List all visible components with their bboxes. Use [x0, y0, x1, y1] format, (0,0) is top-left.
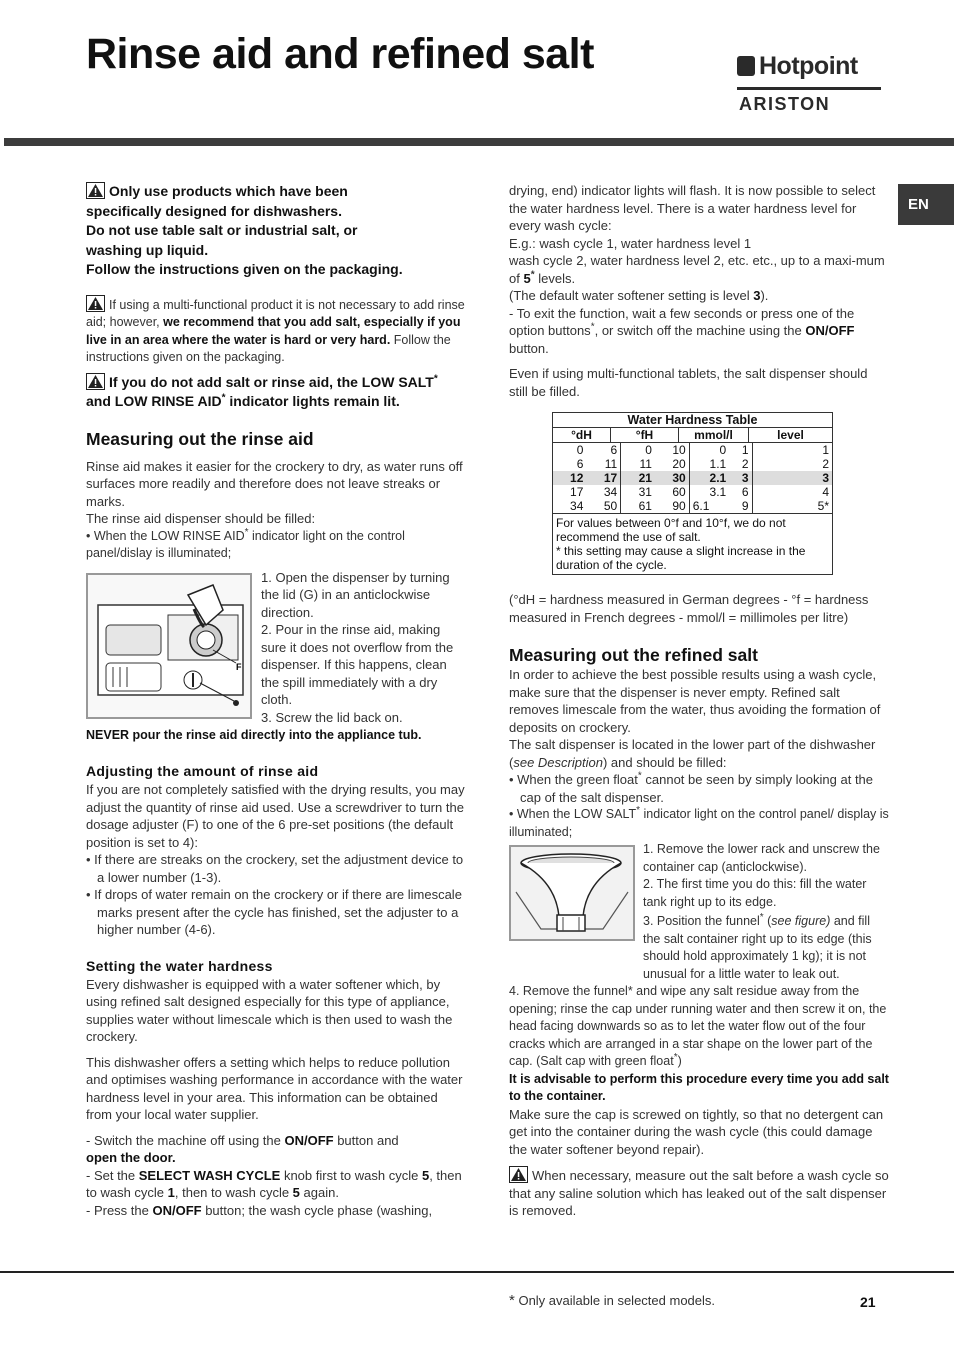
rinse-intro: Rinse aid makes it easier for the crockery to dry, as water runs off surfaces more readily and therefore does not leave streaks or marks.	[86, 458, 463, 509]
figure-label-f: F	[236, 661, 242, 672]
rinse-never: NEVER pour the rinse aid directly into the appliance tub.	[86, 727, 422, 742]
hardness-p2: This dishwasher offers a setting which helps to reduce pollution and optimises washing performance in accordance with the water hardness level in your area. This information can be obtained from your local water supplier.	[86, 1054, 463, 1122]
salt-warning: When necessary, measure out the salt before a wash cycle so that any saline solution which has leaked out of the salt dispenser is removed.	[509, 1168, 889, 1218]
salt-location: The salt dispenser is located in the lower part of the dishwasher (see Description) and should be filled:	[509, 737, 876, 770]
warning-low-salt: If you do not add salt or rinse aid, the LOW SALT* and LOW RINSE AID* indicator lights remain lit.	[86, 372, 438, 409]
salt-intro: In order to achieve the best possible results using a wash cycle, make sure that the dispenser is never empty. Refined salt removes limescale from the water, thus avoiding the formation of deposits on crockery.	[509, 667, 881, 735]
rinse-dispenser-figure	[86, 573, 252, 719]
heading-rinse-aid: Measuring out the rinse aid	[86, 428, 314, 449]
table-row: 0 6 0 10 0 1 1	[576, 443, 829, 457]
hardness-step-1: - Switch the machine off using the ON/OFF button and open the door.	[86, 1132, 399, 1165]
salt-step-1: 1. Remove the lower rack and unscrew the container cap (anticlockwise).	[643, 842, 880, 874]
warning-multifunctional: If using a multi-functional product it is not necessary to add rinse aid; however, we recommend that you add salt, especially if you live in an area where the water is hard or very hard. Follow the instructions given on the packaging.	[86, 295, 466, 367]
table-title: Water Hardness Table	[553, 413, 833, 428]
heading-refined-salt: Measuring out the refined salt	[509, 645, 758, 665]
rinse-step-2: 2. Pour in the rinse aid, making sure it does not overflow from the dispenser. If this happens, clean the spill immediately with a dry cloth.	[261, 622, 454, 707]
logo-square-icon	[737, 56, 755, 76]
water-hardness-table-wrap	[552, 412, 889, 575]
table-header-level: level	[749, 428, 833, 443]
warning-icon	[509, 1166, 528, 1183]
hotpoint-ariston-logo	[737, 52, 883, 118]
footer-rule	[0, 1271, 954, 1273]
heading-adjust-rinse: Adjusting the amount of rinse aid	[86, 763, 319, 779]
adjust-bullet-2: • If drops of water remain on the crockery or if there are limescale marks present after the cycle has finished, set the adjuster to a higher number (4-6).	[86, 887, 462, 937]
warning-icon	[86, 295, 105, 312]
rinse-bullet: • When the LOW RINSE AID* indicator light on the control panel/dislay is illuminated;	[86, 526, 405, 560]
hardness-cont-2: E.g.: wash cycle 1, water hardness level 1	[509, 235, 752, 251]
left-column	[86, 182, 466, 1219]
heading-water-hardness: Setting the water hardness	[86, 957, 273, 974]
rinse-fill: The rinse aid dispenser should be filled:	[86, 511, 316, 526]
footer-note: * Only available in selected models.	[509, 1292, 716, 1309]
warning-icon	[86, 373, 105, 390]
table-header-fh: °fH	[611, 428, 679, 443]
table-body	[553, 443, 833, 514]
logo-sub: ARISTON	[739, 94, 831, 114]
hardness-cont-1: drying, end) indicator lights will flash. It is now possible to select the water hardness level. There is a water hardness level for every wash cycle:	[509, 183, 876, 233]
page-number: 21	[860, 1294, 876, 1310]
adjust-text: If you are not completely satisfied with the drying results, you may adjust the quantity of rinse aid used. Use a screwdriver to turn the dosage adjuster (F) to one of the 6 pre-set positions (the default position is set to 4):	[86, 782, 465, 850]
salt-bullet-1: • When the green float* cannot be seen by simply looking at the cap of the salt dispenser.	[509, 770, 874, 805]
table-row: 34 50 61 90 6.1 9 5*	[570, 499, 829, 513]
hardness-step-3: - Press the ON/OFF button; the wash cycle phase (washing,	[86, 1202, 433, 1218]
logo-divider	[737, 87, 881, 90]
rinse-figure-block	[86, 569, 466, 727]
hardness-p1: Every dishwasher is equipped with a water softener which, by using refined salt designed especially for this type of appliance, supplies water without limescale which is then used to wash the crockery.	[86, 976, 453, 1044]
water-hardness-table	[552, 412, 833, 575]
salt-bullet-2: • When the LOW SALT* indicator light on the control panel/ display is illuminated;	[509, 804, 889, 839]
rinse-step-3: 3. Screw the lid back on.	[261, 709, 403, 725]
page-title: Rinse aid and refined salt	[86, 30, 594, 78]
right-column	[509, 182, 889, 1220]
adjust-bullet-1: • If there are streaks on the crockery, set the adjustment device to a lower number (1-3).	[86, 852, 464, 885]
salt-steps-top	[643, 841, 890, 911]
rinse-step-1: 1. Open the dispenser by turning the lid (G) in an anticlockwise direction.	[261, 569, 450, 620]
table-header-mmol: mmol/l	[679, 428, 749, 443]
hardness-cont-3: wash cycle 2, water hardness level 2, etc. etc., up to a maxi-mum of 5* levels.	[509, 253, 885, 286]
table-header-dh: °dH	[553, 428, 611, 443]
salt-step-2: 2. The first time you do this: fill the water tank right up to its edge.	[643, 877, 867, 909]
hardness-cont-5: - To exit the function, wait a few seconds or press one of the option buttons*, or switch off the machine using the ON/OFF button.	[509, 305, 855, 356]
hardness-step-2: - Set the SELECT WASH CYCLE knob first to wash cycle 5, then to wash cycle 1, then to wash cycle 5 again.	[86, 1167, 462, 1200]
rinse-steps	[261, 569, 467, 727]
hardness-cont-4: (The default water softener setting is level 3).	[509, 288, 769, 303]
salt-advice: It is advisable to perform this procedure every time you add salt to the container.	[509, 1071, 889, 1103]
units-note: (°dH = hardness measured in German degrees - °f = hardness measured in French degrees - mmol/l = millimoles per litre)	[509, 592, 869, 625]
header-rule	[4, 138, 954, 146]
table-row: 17 34 31 60 3.1 6 4	[570, 485, 829, 499]
table-notes: For values between 0°f and 10°f, we do not recommend the use of salt. * this setting may cause a slight increase in the duration of the cycle.	[553, 514, 833, 575]
salt-step-4: 4. Remove the funnel* and wipe any salt residue away from the opening; rinse the cap under running water and then screw it on, the head facing downwards so as to let the water flow out of the four cracks which are arranged in a star shape on the lower part of the cap. (Salt cap with green float*)	[509, 984, 887, 1068]
salt-figure-block	[509, 841, 889, 951]
table-row-default: 12 17 21 30 2.1 3 3	[553, 471, 832, 485]
table-row: 6 11 11 20 1.1 2 2	[576, 457, 829, 471]
salt-funnel-figure	[509, 845, 635, 941]
warning-products: Only use products which have been specifically designed for dishwashers. Do not use table salt or industrial salt, or washing up liquid. Follow the instructions given on the packaging.	[86, 183, 403, 277]
salt-step-3: 3. Position the funnel* (see figure) and fill the salt container right up to its edge (this should hold approximately 1 kg); it is not unusual for a little water to leak out.	[643, 911, 872, 981]
logo-main: Hotpoint	[737, 52, 858, 81]
hardness-cont-6: Even if using multi-functional tablets, the salt dispenser should still be filled.	[509, 366, 868, 399]
language-tab: EN	[898, 184, 954, 225]
salt-cap-note: Make sure the cap is screwed on tightly, so that no detergent can get into the container during the wash cycle (this could damage the water softener beyond repair).	[509, 1106, 884, 1157]
warning-icon	[86, 182, 105, 199]
